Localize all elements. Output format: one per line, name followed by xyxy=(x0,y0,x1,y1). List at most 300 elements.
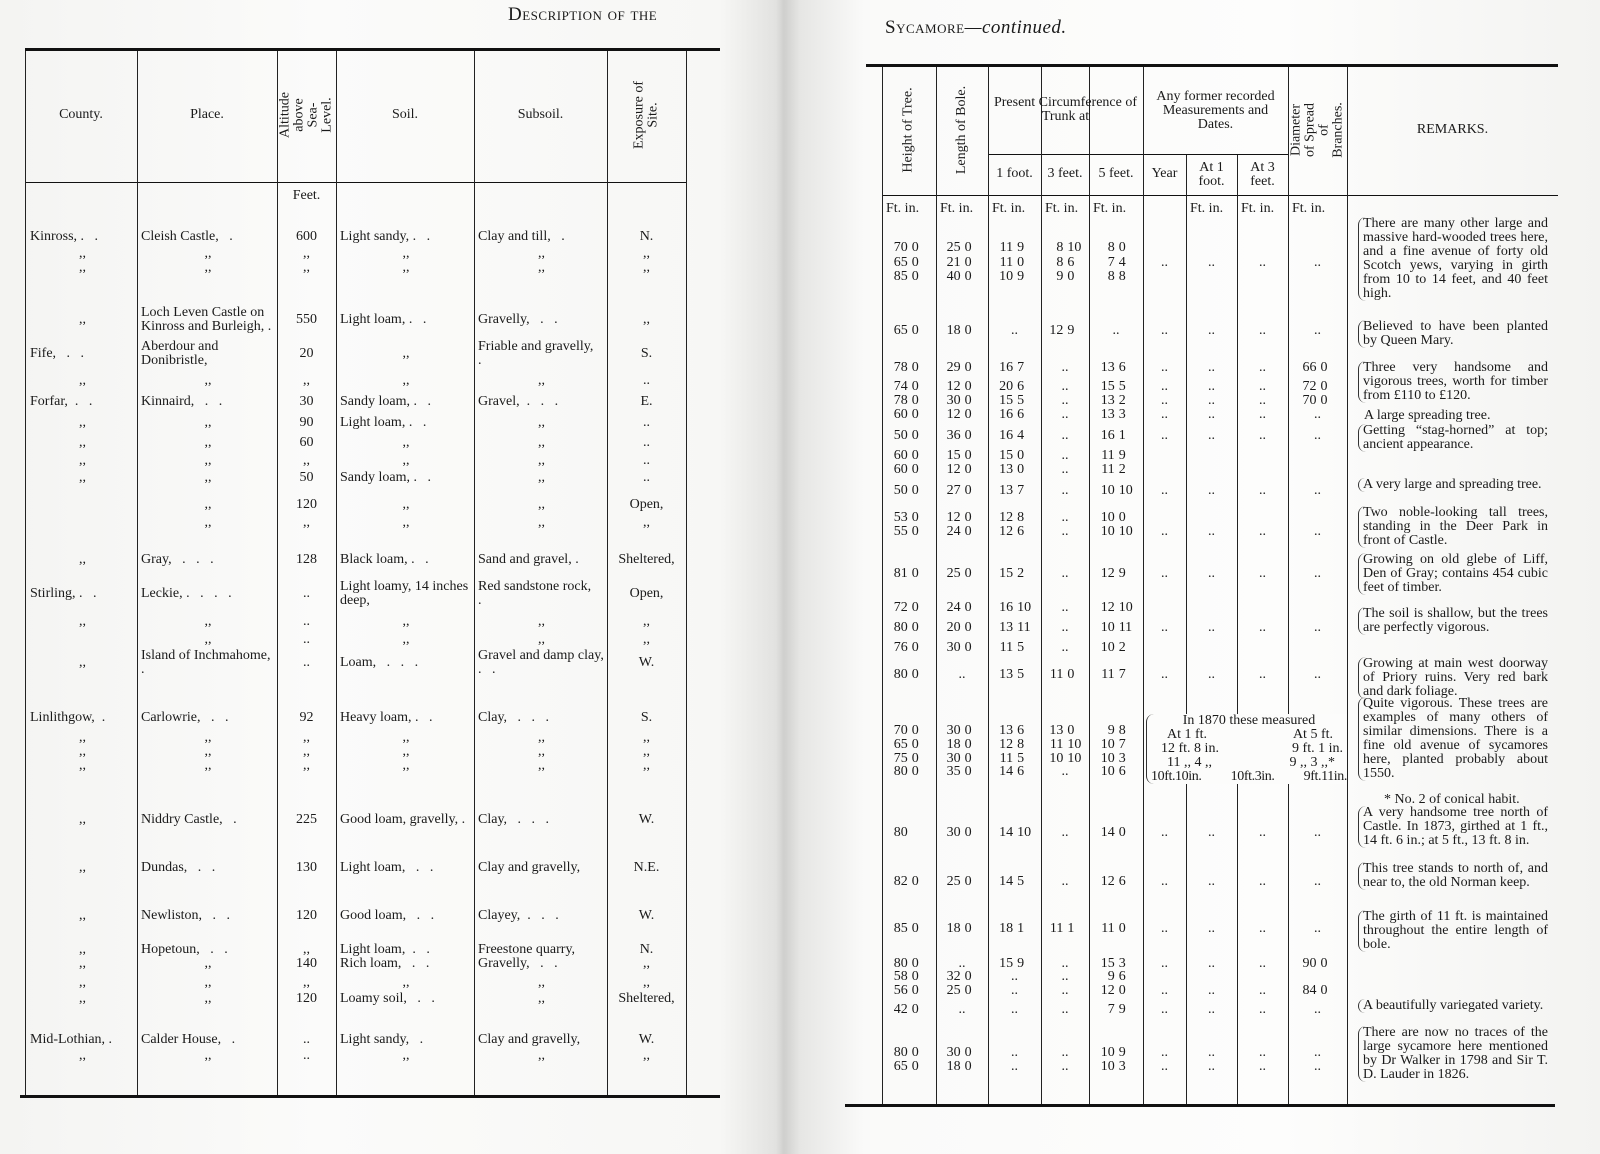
cell-altitude: 128 xyxy=(296,552,317,567)
cell-circ-3ft xyxy=(1041,463,1089,477)
cell-part: .. xyxy=(1208,360,1215,375)
cell-soil: ,, xyxy=(402,758,410,773)
cell-height xyxy=(882,429,936,443)
cell-part: 90 xyxy=(1302,956,1317,971)
cell-place: ,, xyxy=(204,415,212,430)
remark-text: Growing at main west doorway of Priory ruins. Very red bark and dark foliage. xyxy=(1358,657,1548,699)
cell-place: Loch Leven Castle on Kinross and Burleigh, . xyxy=(141,305,272,334)
cell-diameter xyxy=(1288,408,1347,422)
cell-circ-3ft xyxy=(1041,324,1089,338)
cell-circ-1ft xyxy=(988,970,1041,984)
note-value: 9 ,, 3 ,,* xyxy=(1289,755,1335,770)
cell-part: 5 xyxy=(1017,874,1025,889)
cell-part: .. xyxy=(1314,428,1321,443)
cell-bole xyxy=(936,641,988,655)
cell-bole xyxy=(936,449,988,463)
cell-part: .. xyxy=(1061,874,1069,889)
cell-diameter xyxy=(1288,668,1347,682)
cell-part: 0 xyxy=(1118,983,1126,998)
cell-height xyxy=(882,668,936,682)
cell-part: .. xyxy=(1061,393,1069,408)
cell-former-3ft xyxy=(1237,394,1288,408)
cell-place: Kinnaird, . . xyxy=(141,394,223,409)
cell-part: 9 xyxy=(1107,969,1115,984)
cell-place: ,, xyxy=(204,956,212,971)
cell-soil: ,, xyxy=(402,346,410,361)
cell-part: 0 xyxy=(964,255,972,270)
cell-part: 16 xyxy=(999,600,1014,615)
header-altitude: Altitude above Sea-Level. xyxy=(277,92,335,138)
column-divider xyxy=(607,51,608,1095)
cell-place: ,, xyxy=(204,435,212,450)
cell-part: 16 xyxy=(999,360,1014,375)
cell-part: 3 xyxy=(1118,956,1126,971)
cell-part: 7 xyxy=(1107,255,1115,270)
left-table-bottom-rule xyxy=(20,1095,720,1098)
header-diameter: Diameter of Spread of Branches. xyxy=(1288,102,1346,158)
cell-county: ,, xyxy=(79,470,86,485)
cell-subsoil: ,, xyxy=(538,453,545,468)
cell-part: .. xyxy=(1208,956,1215,971)
cell-part: 0 xyxy=(911,510,919,525)
remark-text: A very handsome tree north of Castle. In 1873, girthed at 1 ft., 14 ft. 6 in.; at 5 ft., 13 ft. 8 in. xyxy=(1358,806,1548,848)
cell-part: 10 xyxy=(1067,240,1082,255)
cell-part: .. xyxy=(1259,566,1266,581)
remark-text: The soil is shallow, but the trees are perfectly vigorous. xyxy=(1358,607,1548,635)
cell-part: 80 xyxy=(893,825,908,840)
cell-subsoil: Gravelly, . . xyxy=(478,312,558,327)
cell-part: 9 xyxy=(1118,448,1126,463)
cell-circ-3ft xyxy=(1041,826,1089,840)
cell-part: 0 xyxy=(964,323,972,338)
cell-place: ,, xyxy=(204,632,212,647)
cell-part: 13 xyxy=(999,620,1014,635)
cell-part: 8 xyxy=(1107,240,1115,255)
cell-altitude: 130 xyxy=(296,860,317,875)
cell-year xyxy=(1143,567,1186,581)
cell-part: .. xyxy=(1259,393,1266,408)
cell-part: 10 xyxy=(1118,524,1133,539)
cell-part: 0 xyxy=(911,360,919,375)
header-former: Any former recorded Measurements and Dates. xyxy=(1156,89,1275,132)
cell-bole xyxy=(936,270,988,284)
cell-circ-5ft xyxy=(1089,361,1143,375)
cell-exposure: .. xyxy=(643,373,650,388)
cell-circ-1ft xyxy=(988,429,1041,443)
cell-diameter xyxy=(1288,429,1347,443)
cell-part: 78 xyxy=(893,393,908,408)
cell-part: 0 xyxy=(964,240,972,255)
cell-part: 0 xyxy=(1118,825,1126,840)
cell-part: 0 xyxy=(1067,723,1075,738)
cell-part: 75 xyxy=(893,751,908,766)
cell-soil: Loam, . . . xyxy=(340,655,419,670)
cell-part: 65 xyxy=(893,1059,908,1074)
left-page-title: Description of the xyxy=(508,4,658,25)
cell-circ-3ft xyxy=(1041,922,1089,936)
cell-altitude: 20 xyxy=(299,346,314,361)
cell-part: 18 xyxy=(946,323,961,338)
cell-exposure: ,, xyxy=(643,246,650,261)
cell-part: 11 xyxy=(999,751,1014,766)
cell-part: 8 xyxy=(1056,240,1064,255)
cell-part: 70 xyxy=(1302,393,1317,408)
cell-circ-3ft xyxy=(1041,1060,1089,1074)
cell-year xyxy=(1143,1046,1186,1060)
cell-diameter xyxy=(1288,621,1347,635)
cell-circ-5ft xyxy=(1089,984,1143,998)
cell-county: ,, xyxy=(79,453,86,468)
cell-county: ,, xyxy=(79,812,86,827)
cell-exposure: ,, xyxy=(643,744,650,759)
cell-part: 3 xyxy=(1118,407,1126,422)
cell-part: 2 xyxy=(1118,393,1126,408)
cell-part: 12 xyxy=(1049,323,1064,338)
cell-part: 7 xyxy=(1017,483,1025,498)
cell-altitude: .. xyxy=(303,1048,310,1063)
cell-circ-3ft xyxy=(1041,270,1089,284)
cell-part: 0 xyxy=(911,379,919,394)
cell-part: 15 xyxy=(1100,379,1115,394)
cell-part: 10 xyxy=(1100,751,1115,766)
cell-year xyxy=(1143,394,1186,408)
cell-part: 0 xyxy=(911,620,919,635)
cell-part: 0 xyxy=(964,723,972,738)
cell-part: 10 xyxy=(1100,524,1115,539)
cell-county: ,, xyxy=(79,552,86,567)
cell-circ-1ft xyxy=(988,394,1041,408)
cell-part: 10 xyxy=(1100,510,1115,525)
cell-bole xyxy=(936,361,988,375)
cell-part: .. xyxy=(1011,323,1018,338)
cell-part: 35 xyxy=(946,764,961,779)
cell-part: .. xyxy=(1314,1002,1321,1017)
remark-text: A large spreading tree. xyxy=(1364,408,1491,423)
remark-text: Getting “stag-horned” at top; ancient appearance. xyxy=(1358,424,1548,452)
cell-part: 70 xyxy=(893,240,908,255)
cell-subsoil: ,, xyxy=(538,614,545,629)
cell-county: ,, xyxy=(79,373,86,388)
cell-bole xyxy=(936,957,988,971)
cell-altitude: .. xyxy=(303,614,310,629)
cell-part: 0 xyxy=(1320,956,1328,971)
cell-part: 30 xyxy=(946,751,961,766)
cell-former-1ft xyxy=(1186,875,1237,889)
cell-part: .. xyxy=(1208,620,1215,635)
cell-part: .. xyxy=(1011,1059,1018,1074)
cell-part: 27 xyxy=(946,483,961,498)
cell-subsoil: ,, xyxy=(538,497,545,512)
cell-county: ,, xyxy=(79,435,86,450)
cell-part: .. xyxy=(1061,510,1069,525)
cell-soil: ,, xyxy=(402,515,410,530)
cell-part: .. xyxy=(1061,407,1069,422)
cell-part: 58 xyxy=(893,969,908,984)
cell-subsoil: Sand and gravel, . xyxy=(478,552,579,567)
right-table-bottom-rule xyxy=(845,1104,1555,1107)
left-header-rule xyxy=(25,182,686,183)
cell-circ-5ft xyxy=(1089,394,1143,408)
cell-height xyxy=(882,1046,936,1060)
cell-part: 55 xyxy=(893,524,908,539)
cell-part: 18 xyxy=(946,1059,961,1074)
cell-part: .. xyxy=(1161,667,1168,682)
column-divider xyxy=(936,67,937,1104)
cell-soil: Light loam, . . xyxy=(340,860,434,875)
cell-part: 7 xyxy=(1118,667,1126,682)
cell-part: 0 xyxy=(911,566,919,581)
remark-text: There are many other large and massive hard-wooded trees here, and a fine avenue of forty old Scotch yews, varying in girth from 10 to 14 feet, and 40 feet high. xyxy=(1358,217,1548,301)
cell-circ-3ft xyxy=(1041,484,1089,498)
cell-part: .. xyxy=(1161,620,1168,635)
cell-height xyxy=(882,826,936,840)
cell-height xyxy=(882,567,936,581)
cell-part: .. xyxy=(1061,620,1069,635)
cell-part: 0 xyxy=(911,1059,919,1074)
cell-subsoil: Clay and gravelly, xyxy=(478,1032,581,1047)
cell-part: 11 xyxy=(1101,921,1115,936)
cell-circ-1ft xyxy=(988,724,1041,738)
cell-part: 10 xyxy=(1118,483,1133,498)
cell-part: .. xyxy=(1259,983,1266,998)
cell-part: .. xyxy=(1208,1045,1215,1060)
cell-county: ,, xyxy=(79,758,86,773)
cell-exposure: .. xyxy=(643,470,650,485)
cell-county: Mid-Lothian, . xyxy=(30,1032,113,1047)
cell-year xyxy=(1143,984,1186,998)
cell-part: .. xyxy=(1259,524,1266,539)
altitude-unit: Feet. xyxy=(292,188,321,203)
cell-part: 12 xyxy=(1100,566,1115,581)
cell-altitude: 140 xyxy=(296,956,317,971)
cell-diameter xyxy=(1288,324,1347,338)
cell-part: .. xyxy=(1314,566,1321,581)
cell-county: ,, xyxy=(79,730,86,745)
cell-bole xyxy=(936,738,988,752)
cell-subsoil: Clay and till, . xyxy=(478,229,565,244)
cell-part: .. xyxy=(1161,1045,1168,1060)
cell-part: .. xyxy=(1314,620,1321,635)
cell-bole xyxy=(936,324,988,338)
cell-height xyxy=(882,922,936,936)
cell-former-1ft xyxy=(1186,256,1237,270)
cell-soil: Loamy soil, . . xyxy=(340,991,435,1006)
cell-part: .. xyxy=(1011,969,1018,984)
cell-soil: Good loam, gravelly, . xyxy=(340,812,466,827)
cell-circ-3ft xyxy=(1041,567,1089,581)
cell-place: Hopetoun, . . xyxy=(141,942,228,957)
cell-part: 11 xyxy=(1049,667,1064,682)
cell-circ-3ft xyxy=(1041,429,1089,443)
cell-altitude: 120 xyxy=(296,497,317,512)
cell-circ-5ft xyxy=(1089,270,1143,284)
cell-year xyxy=(1143,525,1186,539)
cell-county: Fife, . . xyxy=(30,346,85,361)
cell-diameter xyxy=(1288,380,1347,394)
cell-county: Kinross, . . xyxy=(30,229,99,244)
cell-part: .. xyxy=(1061,764,1069,779)
cell-former-1ft xyxy=(1186,922,1237,936)
cell-part: .. xyxy=(1061,1059,1069,1074)
cell-former-1ft xyxy=(1186,1060,1237,1074)
cell-year xyxy=(1143,361,1186,375)
header-place: Place. xyxy=(190,107,224,122)
cell-circ-5ft xyxy=(1089,875,1143,889)
cell-exposure: S. xyxy=(640,710,653,725)
cell-part: .. xyxy=(1314,667,1321,682)
cell-soil: ,, xyxy=(402,614,410,629)
cell-part: 0 xyxy=(1118,240,1126,255)
cell-part: 0 xyxy=(964,825,972,840)
cell-part: 18 xyxy=(999,921,1014,936)
cell-part: 0 xyxy=(964,969,972,984)
cell-county: ,, xyxy=(79,991,86,1006)
cell-part: 0 xyxy=(964,737,972,752)
cell-part: .. xyxy=(1259,360,1266,375)
cell-part: 9 xyxy=(1017,240,1025,255)
cell-part: 84 xyxy=(1302,983,1317,998)
cell-circ-1ft xyxy=(988,256,1041,270)
cell-part: 15 xyxy=(999,566,1014,581)
cell-part: 2 xyxy=(1118,640,1126,655)
cell-altitude: ,, xyxy=(303,373,310,388)
cell-part: .. xyxy=(1259,1002,1266,1017)
remark-text: * No. 2 of conical habit. xyxy=(1384,792,1520,807)
cell-exposure: ,, xyxy=(643,260,650,275)
cell-circ-1ft xyxy=(988,525,1041,539)
cell-part: .. xyxy=(1011,1002,1018,1017)
cell-part: 6 xyxy=(1067,255,1075,270)
cell-part: 10 xyxy=(1100,1045,1115,1060)
cell-circ-5ft xyxy=(1089,511,1143,525)
cell-circ-5ft xyxy=(1089,1003,1143,1017)
cell-part: 0 xyxy=(911,737,919,752)
cell-part: 10 xyxy=(1017,600,1032,615)
cell-part: .. xyxy=(1161,566,1168,581)
cell-circ-3ft xyxy=(1041,601,1089,615)
cell-bole xyxy=(936,724,988,738)
cell-exposure: Open, xyxy=(629,586,664,601)
cell-county: ,, xyxy=(79,975,86,990)
cell-part: 12 xyxy=(946,379,961,394)
cell-part: 13 xyxy=(1100,407,1115,422)
cell-part: 10 xyxy=(1100,483,1115,498)
column-divider xyxy=(686,51,687,1095)
cell-part: 6 xyxy=(1118,764,1126,779)
cell-soil: Heavy loam, . . xyxy=(340,710,433,725)
cell-place: ,, xyxy=(204,260,212,275)
cell-part: 1 xyxy=(1017,921,1025,936)
cell-part: 0 xyxy=(1118,510,1126,525)
cell-soil: Light sandy, . xyxy=(340,1032,424,1047)
cell-part: 13 xyxy=(1049,723,1064,738)
cell-part: 0 xyxy=(911,764,919,779)
cell-part: .. xyxy=(1161,379,1168,394)
cell-subsoil: Gravel and damp clay, . . xyxy=(478,648,608,677)
unit-label: Ft. in. xyxy=(886,201,920,216)
cell-part: .. xyxy=(1208,379,1215,394)
cell-part: 16 xyxy=(1100,428,1115,443)
cell-part: .. xyxy=(1208,921,1215,936)
note-value: 12 ft. 8 in. xyxy=(1161,741,1219,756)
cell-part: 0 xyxy=(1017,255,1025,270)
cell-part: 0 xyxy=(1320,983,1328,998)
cell-part: .. xyxy=(958,667,966,682)
cell-circ-1ft xyxy=(988,922,1041,936)
cell-former-3ft xyxy=(1237,484,1288,498)
cell-part: 25 xyxy=(946,874,961,889)
cell-subsoil: ,, xyxy=(538,435,545,450)
remark-text: The girth of 11 ft. is maintained throughout the entire length of bole. xyxy=(1358,910,1548,952)
header-subsoil: Subsoil. xyxy=(517,107,564,122)
cell-bole xyxy=(936,621,988,635)
cell-circ-1ft xyxy=(988,270,1041,284)
cell-part: .. xyxy=(1208,874,1215,889)
cell-altitude: 600 xyxy=(296,229,317,244)
circumference-subrule xyxy=(988,154,1143,155)
cell-part: 1 xyxy=(1067,921,1075,936)
cell-part: .. xyxy=(1161,393,1168,408)
cell-circ-1ft xyxy=(988,984,1041,998)
cell-altitude: ,, xyxy=(303,730,310,745)
cell-exposure: .. xyxy=(643,415,650,430)
cell-part: 13 xyxy=(1100,393,1115,408)
cell-part: 9 xyxy=(1017,956,1025,971)
cell-year xyxy=(1143,324,1186,338)
cell-circ-3ft xyxy=(1041,984,1089,998)
cell-bole xyxy=(936,256,988,270)
cell-part: 18 xyxy=(946,921,961,936)
cell-part: 0 xyxy=(964,407,972,422)
cell-circ-5ft xyxy=(1089,957,1143,971)
cell-circ-5ft xyxy=(1089,922,1143,936)
cell-part: 10 xyxy=(1017,825,1032,840)
cell-year xyxy=(1143,875,1186,889)
cell-altitude: 120 xyxy=(296,908,317,923)
cell-former-1ft xyxy=(1186,484,1237,498)
cell-part: .. xyxy=(1208,255,1215,270)
column-divider xyxy=(1143,67,1144,1104)
cell-part: 5 xyxy=(1017,640,1025,655)
cell-circ-5ft xyxy=(1089,601,1143,615)
cell-part: .. xyxy=(1259,323,1266,338)
cell-part: 42 xyxy=(893,1002,908,1017)
cell-part: 0 xyxy=(911,600,919,615)
column-divider xyxy=(1288,67,1289,1104)
cell-part: 10 xyxy=(1067,737,1082,752)
cell-part: 11 xyxy=(1049,921,1064,936)
cell-part: .. xyxy=(1161,874,1168,889)
cell-part: .. xyxy=(1259,956,1266,971)
cell-altitude: ,, xyxy=(303,975,310,990)
cell-height xyxy=(882,984,936,998)
cell-part: 11 xyxy=(1017,620,1031,635)
cell-part: 78 xyxy=(893,360,908,375)
cell-part: 76 xyxy=(893,640,908,655)
cell-year xyxy=(1143,1060,1186,1074)
cell-county: ,, xyxy=(79,1048,86,1063)
cell-part: 0 xyxy=(911,323,919,338)
cell-altitude: 225 xyxy=(296,812,317,827)
cell-part: 60 xyxy=(893,407,908,422)
cell-diameter xyxy=(1288,957,1347,971)
cell-altitude: .. xyxy=(303,586,310,601)
cell-height xyxy=(882,641,936,655)
cell-former-1ft xyxy=(1186,525,1237,539)
cell-part: 0 xyxy=(1067,667,1075,682)
cell-part: 8 xyxy=(1107,269,1115,284)
cell-part: .. xyxy=(1061,600,1069,615)
